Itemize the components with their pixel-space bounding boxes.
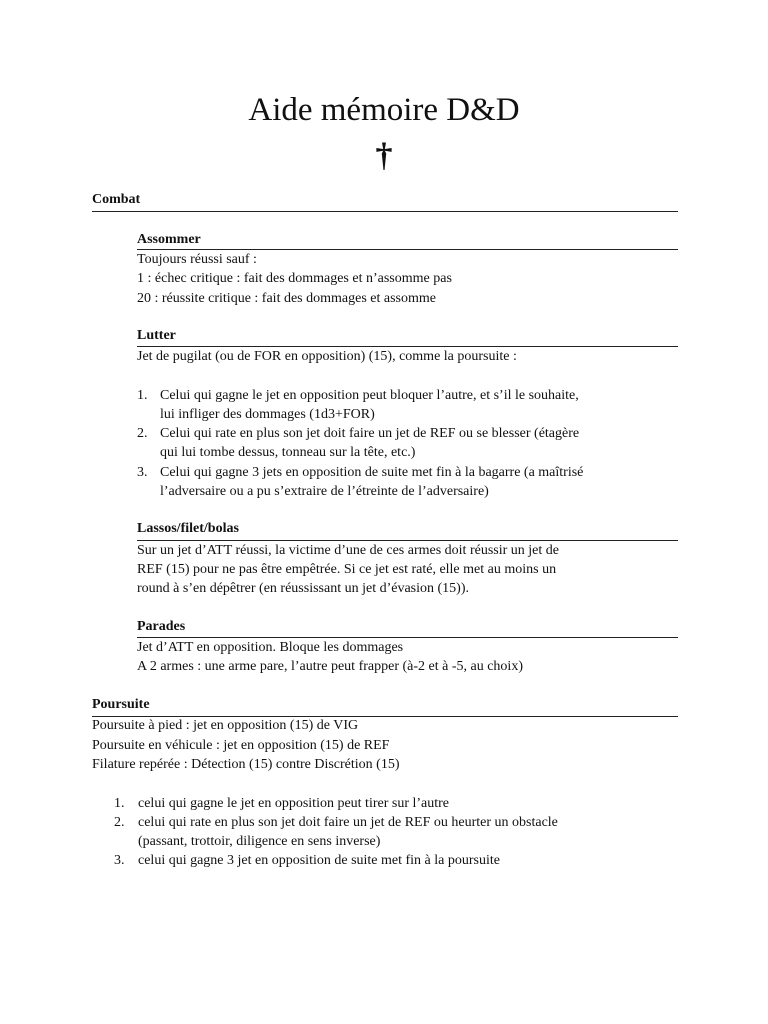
section-rule xyxy=(92,211,678,212)
subsection-heading-lutter: Lutter xyxy=(137,328,176,343)
subsection-heading-lassos: Lassos/filet/bolas xyxy=(137,521,239,536)
page-title: Aide mémoire D&D xyxy=(248,92,520,128)
list-item-line: Celui qui rate en plus son jet doit faire un jet de REF ou se blesser (étagère xyxy=(160,426,580,441)
text-line: REF (15) pour ne pas être empêtrée. Si ce jet est raté, elle met au moins un xyxy=(137,562,557,577)
text-line: 1 : échec critique : fait des dommages et n’assomme pas xyxy=(137,271,452,286)
text-line: Sur un jet d’ATT réussi, la victime d’une de ces armes doit réussir un jet de xyxy=(137,543,559,558)
list-item-line: qui lui tombe dessus, tonneau sur la tête, etc.) xyxy=(160,445,416,460)
list-number: 3. xyxy=(114,853,125,868)
text-line: 20 : réussite critique : fait des dommages et assomme xyxy=(137,291,436,306)
list-item-line: Celui qui gagne 3 jets en opposition de suite met fin à la bagarre (a maîtrisé xyxy=(160,465,584,480)
list-number: 2. xyxy=(114,815,125,830)
list-item-line: celui qui gagne le jet en opposition peut tirer sur l’autre xyxy=(138,796,450,811)
list-item-line: celui qui gagne 3 jet en opposition de suite met fin à la poursuite xyxy=(138,853,500,868)
text-line: Filature repérée : Détection (15) contre Discrétion (15) xyxy=(92,757,400,772)
text-line: A 2 armes : une arme pare, l’autre peut frapper (à-2 et à -5, au choix) xyxy=(137,659,523,674)
text-line: Jet de pugilat (ou de FOR en opposition) (15), comme la poursuite : xyxy=(137,349,517,364)
list-item-line: (passant, trottoir, diligence en sens inverse) xyxy=(138,834,381,849)
list-number: 3. xyxy=(137,465,148,480)
section-heading-poursuite: Poursuite xyxy=(92,697,150,712)
text-line: Poursuite à pied : jet en opposition (15) de VIG xyxy=(92,718,359,733)
text-line: round à s’en dépêtrer (en réussissant un jet d’évasion (15)). xyxy=(137,581,470,596)
subsection-heading-assommer: Assommer xyxy=(137,232,201,247)
list-number: 1. xyxy=(137,388,148,403)
list-item-line: Celui qui gagne le jet en opposition peut bloquer l’autre, et s’il le souhaite, xyxy=(160,388,579,403)
list-item-line: lui infliger des dommages (1d3+FOR) xyxy=(160,407,375,422)
text-line: Poursuite en véhicule : jet en opposition (15) de REF xyxy=(92,738,390,753)
text-line: Toujours réussi sauf : xyxy=(137,252,257,267)
text-line: Jet d’ATT en opposition. Bloque les dommages xyxy=(137,640,404,655)
section-heading-combat: Combat xyxy=(92,192,141,207)
subsection-heading-parades: Parades xyxy=(137,619,186,634)
list-item-line: l’adversaire ou a pu s’extraire de l’étreinte de l’adversaire) xyxy=(160,484,489,499)
dagger-symbol: † xyxy=(375,137,393,174)
list-number: 2. xyxy=(137,426,148,441)
list-number: 1. xyxy=(114,796,125,811)
list-item-line: celui qui rate en plus son jet doit faire un jet de REF ou heurter un obstacle xyxy=(138,815,558,830)
